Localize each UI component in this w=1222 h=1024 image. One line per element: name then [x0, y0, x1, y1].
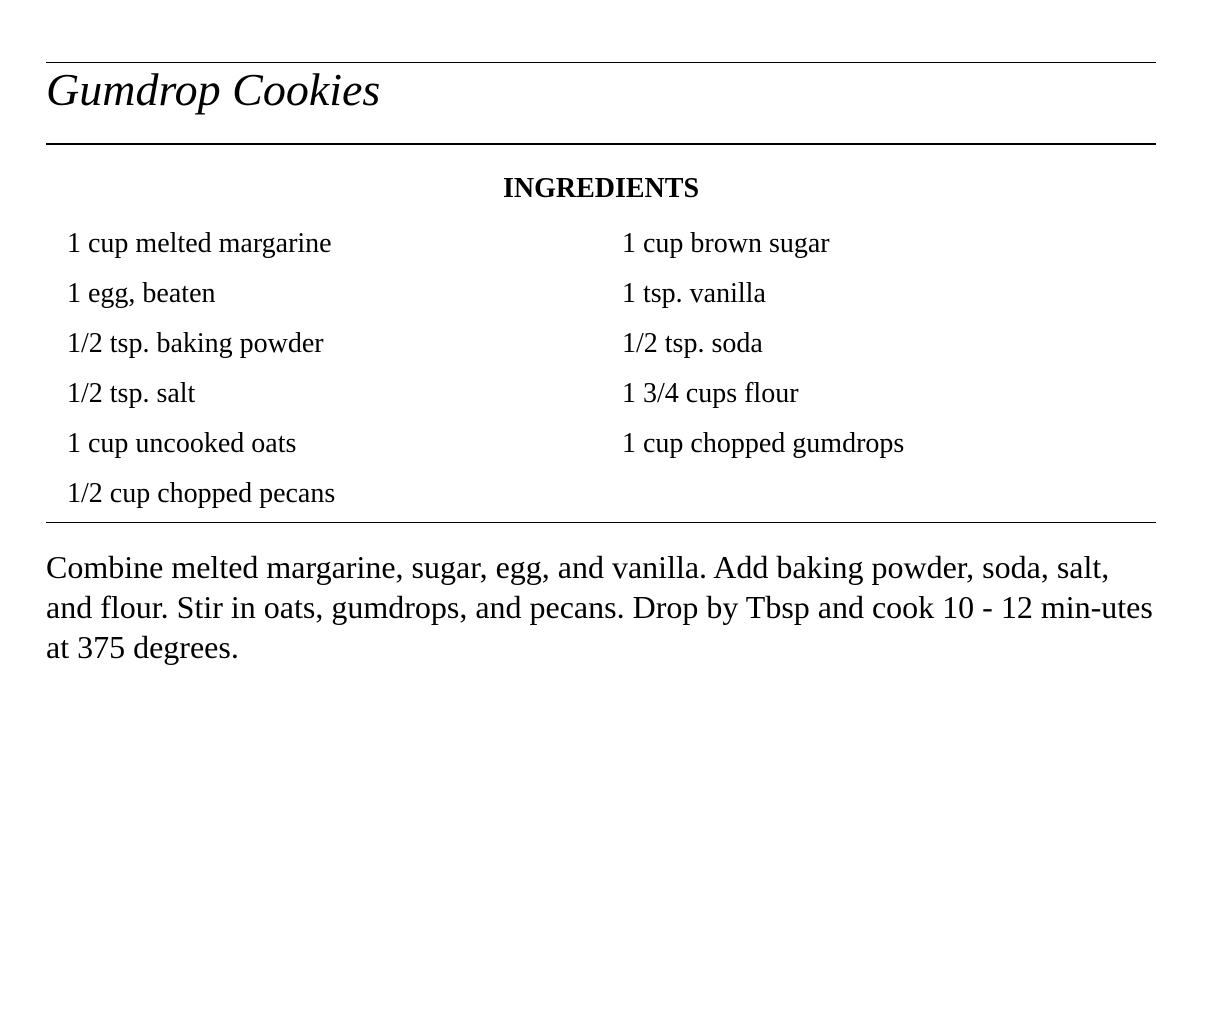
- ingredient-item: 1 cup chopped gumdrops: [622, 428, 905, 459]
- ingredient-item: 1 cup melted margarine: [67, 228, 332, 259]
- title-divider: [46, 143, 1156, 145]
- recipe-card: [46, 62, 1156, 667]
- ingredient-item: 1/2 cup chopped pecans: [67, 478, 336, 509]
- ingredient-item: 1/2 tsp. soda: [622, 328, 763, 359]
- ingredients-heading: INGREDIENTS: [502, 173, 700, 204]
- ingredient-item: 1 tsp. vanilla: [622, 278, 766, 309]
- recipe-title: Gumdrop Cookies: [46, 64, 381, 115]
- recipe-directions: Combine melted margarine, sugar, egg, and vanilla. Add baking powder, soda, salt, and flour. Stir in oats, gumdrops, and pecans. Drop by Tbsp and cook 10 - 12 min-utes at 375 degrees.: [46, 549, 1153, 665]
- top-rule: [46, 62, 1156, 63]
- ingredient-item: 1 egg, beaten: [67, 278, 216, 309]
- ingredients-divider: [46, 522, 1156, 523]
- ingredient-item: 1/2 tsp. salt: [67, 378, 196, 409]
- ingredient-item: 1/2 tsp. baking powder: [67, 328, 324, 359]
- ingredient-item: 1 cup uncooked oats: [67, 428, 297, 459]
- ingredient-item: 1 cup brown sugar: [622, 228, 830, 259]
- ingredient-item: 1 3/4 cups flour: [622, 378, 799, 409]
- ingredients-list: [46, 219, 1156, 519]
